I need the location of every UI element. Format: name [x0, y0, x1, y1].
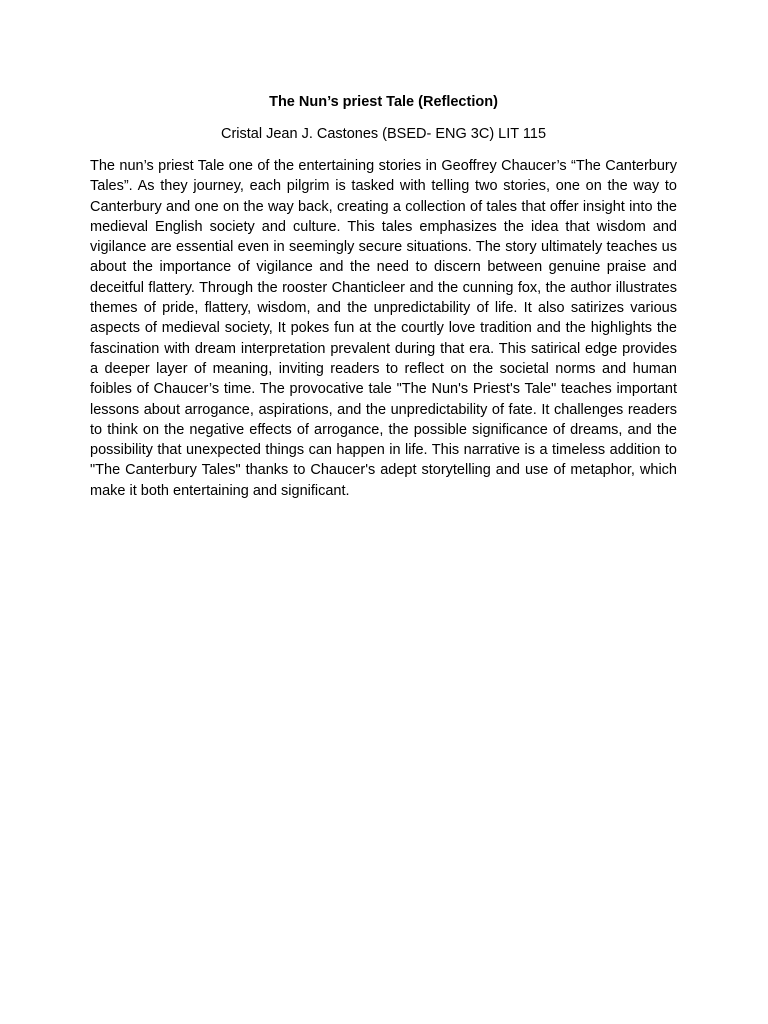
author-line: Cristal Jean J. Castones (BSED- ENG 3C) LIT 115: [220, 126, 547, 142]
body-paragraph: The nun’s priest Tale one of the entertaining stories in Geoffrey Chaucer’s “The Canterbury Tales”. As they journey, each pilgrim is tasked with telling two stories, one on the way to Canterbury and one on the way back, creating a collection of tales that offer insight into the medieval English society and culture. This tales emphasizes the idea that wisdom and vigilance are essential even in seemingly secure situations. The story ultimately teaches us about the importance of vigilance and the need to discern between genuine praise and deceitful flattery. Through the rooster Chanticleer and the cunning fox, the author illustrates themes of pride, flattery, wisdom, and the unpredictability of life. It also satirizes various aspects of medieval society, It pokes fun at the courtly love tradition and the highlights the fascination with dream interpretation prevalent during that era. This satirical edge provides a deeper layer of meaning, inviting readers to reflect on the societal norms and human foibles of Chaucer’s time. The provocative tale "The Nun's Priest's Tale" teaches important lessons about arrogance, aspirations, and the unpredictability of fate. It challenges readers to think on the negative effects of arrogance, the possible significance of dreams, and the possibility that unexpected things can happen in life. This narrative is a timeless addition to "The Canterbury Tales" thanks to Chaucer's adept storytelling and use of metaphor, which make it both entertaining and significant.: [90, 158, 677, 499]
document-title: The Nun’s priest Tale (Reflection): [269, 94, 498, 110]
document-page: [90, 93, 677, 501]
